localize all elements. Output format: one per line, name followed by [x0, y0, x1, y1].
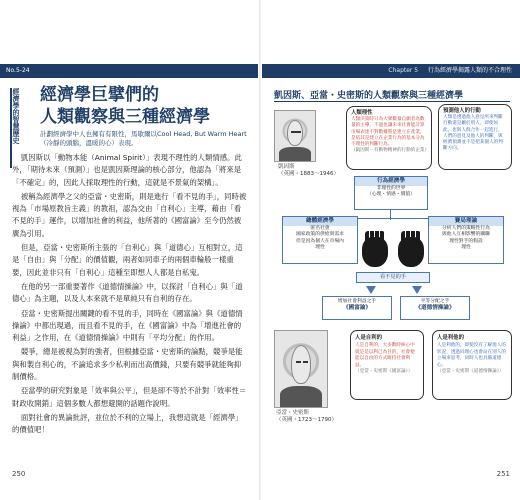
diagram-title: 凱因斯、亞當・史密斯的人類觀察與三種經濟學	[274, 91, 464, 101]
hand-icon	[398, 237, 424, 267]
box-line: 理性對手的假設	[449, 238, 483, 244]
face-shape	[287, 120, 303, 146]
page-title	[40, 84, 250, 128]
paragraph: 亞當・史密斯提出關鍵的看不見的手，同時在《國富論》與《道德情操論》中都出現過，而且看不見的手，在《國富論》中為「增進社會的利益」之作用，在《道德情操論》中則有「平均分配」的作用。	[12, 308, 243, 343]
box-line: 與他人互相影響的關聯	[442, 232, 490, 238]
body-text	[12, 152, 248, 439]
theme-book: 《國富論》	[343, 305, 371, 312]
theme-label: 平等分配之手	[420, 299, 450, 304]
title-line-1: 經濟學巨擘們的	[40, 85, 159, 105]
bubble-text: 人是自利的，大多數時候心中就是是以利己為目的，社會便能以自由的方式維持社會利益。	[355, 343, 415, 368]
social-benefit-theme	[322, 296, 392, 320]
box-line: 非理性的世界	[376, 186, 406, 191]
box-line: 國家政策的供給與需求	[296, 232, 344, 238]
right-page	[260, 0, 520, 500]
page-number: 251	[496, 470, 510, 478]
adam-smith-portrait	[274, 330, 328, 408]
title-line-2: 人類觀察與三種經濟學	[40, 107, 210, 127]
box-line: （心理・情感・價值）	[367, 192, 415, 198]
chapter-label: Chapter 5	[388, 67, 419, 74]
title-rule	[274, 101, 510, 102]
smith-caption	[276, 410, 346, 424]
bubble-note: （凱因斯－有動物精神的行動的企業）	[351, 148, 430, 154]
invisible-hand-label: 看不見的手	[356, 272, 430, 283]
right-running-header	[262, 64, 520, 78]
side-section-title: 經濟學的智慧歷史	[10, 88, 20, 168]
box-title: 賽局理論	[429, 217, 503, 226]
left-running-header: No.5-24	[0, 64, 258, 78]
bubble-note: （亞當・史密斯《國富論》）	[355, 369, 413, 375]
box-title: 總體經濟學	[283, 217, 357, 226]
paragraph: 在他的另一部重要著作《道德情操論》中，以探討「自利心」與「道德心」為主題，以及人本來就不是單純只有自利的存在。	[12, 281, 243, 304]
expectation-bubble	[438, 104, 512, 170]
paragraph: 但是，亞當・史密斯所主張的「自利心」與「道德心」互相對立，這是「自由」與「分配」的價值觀，兩者如同車子的兩個車輪般一樣重要，因此並非只有「自利心」這種至即想人人都是自私鬼。	[12, 243, 243, 277]
eye-shape	[303, 361, 308, 363]
box-line: 理性	[461, 245, 471, 251]
bubble-text: 人類是透過他人意見所來判斷行動還是屬於別人，即使如此，也與人群合作一起進行，人們的意見及他人的判斷，與經濟預測並不是把某個人的判斷方向。	[443, 115, 503, 152]
arrow-down-icon	[412, 286, 422, 294]
arrow-down-icon	[366, 286, 376, 294]
page-number: 250	[12, 470, 26, 478]
invisible-hands-illustration	[348, 237, 438, 271]
subtitle: 計劃經濟學中人也擁有有限性，馬歇爾以Cool Head, But Warm Heart（冷靜的頭腦，溫暖的心）表現。	[40, 130, 247, 147]
smith-name: 亞當・史密斯	[276, 410, 310, 416]
macroeconomics-box	[282, 216, 358, 264]
box-line: 分析人們的策略性行為	[442, 226, 490, 231]
paragraph: 凱因斯以「動物本能（Animal Spirit）」表現不理性的人類情感。此外，「期待未來（預測）」也是凱因斯理論的核心部分，他認為「將來是「不確定」的，因此人採取理性的行動，這就是不景氣的架構」。	[12, 153, 242, 187]
theme-book: 《道德情操論》	[415, 305, 455, 312]
altruism-bubble	[432, 330, 512, 400]
paragraph: 被稱為經濟學之父的亞當・史密斯，則是進行「看不見的手」，同時被視為「市場原教旨主義」的教祖，認為交由「自利心」主導，藉由「看不見的手」運作，以增加社會的利益，他所著的《國富論》至今仍然被廣為引用。	[12, 191, 247, 238]
eye-shape	[296, 131, 301, 133]
eye-shape	[296, 361, 301, 363]
bubble-title: 人是利他的	[437, 335, 464, 341]
bubble-note: （亞當・史密斯《道德情操論》）	[437, 369, 504, 375]
suit-shape	[280, 386, 322, 407]
keynes-years: （英國・1883～1946）	[278, 171, 339, 177]
keynes-caption	[278, 164, 338, 178]
behavioral-economics-box	[354, 176, 428, 210]
paragraph: 亞當學的研究對象是「效率與公平」，但是卻不等於不計對「效率性＝財政收開銷」這個多數人都想避開的話題作說明。	[12, 386, 247, 408]
bubble-title: 人類理性	[351, 110, 373, 116]
bubble-text: 人是利他的，即使沒有了解他人的狀況，透過同理心也會站在別人的立場來思考，同時人也具備道德心。	[437, 343, 506, 368]
box-line: 但是因為個人在市場內	[296, 238, 344, 244]
hand-icon	[362, 237, 388, 267]
keynes-portrait	[274, 110, 316, 162]
theme-label: 增加社會利益之手	[337, 299, 377, 304]
fair-distribution-theme	[400, 296, 470, 320]
face-shape	[291, 345, 312, 385]
bubble-title: 預測他人的行動	[443, 108, 481, 114]
bubble-text: 人類決策時只為大眾數量自願者為數量的主導，不過也讓未來社會能計算市場表達不對數據將是建立在產業，是依其是建立在企業行為的基本分為不理性的判斷行為。	[351, 117, 425, 148]
chapter-title: 行為經濟學揭露人類的不合理性	[427, 67, 512, 74]
self-interest-bubble	[350, 330, 424, 400]
suit-shape	[279, 147, 311, 161]
paragraph: 面對社會的異論批評，並位於不利的立場上，我想這就是「經濟學」的價值吧！	[12, 412, 243, 435]
paragraph: 競爭，總是被視為對的強者，但根據亞當・史密斯的論點，競爭是能與和製自利心的，不論追求多少私利而出高價錢，只要有競爭就能夠抑制價格。	[12, 347, 243, 382]
box-line: 匿名社會	[310, 226, 330, 231]
smith-years: （英國・1723～1790）	[276, 417, 337, 423]
box-line: 理性	[315, 245, 325, 251]
game-theory-box	[428, 216, 504, 264]
box-title: 行為經濟學	[355, 177, 427, 186]
keynes-name: 凱因斯	[278, 164, 295, 170]
bubble-title: 人是自利的	[355, 335, 382, 341]
animal-spirit-bubble	[346, 106, 432, 170]
